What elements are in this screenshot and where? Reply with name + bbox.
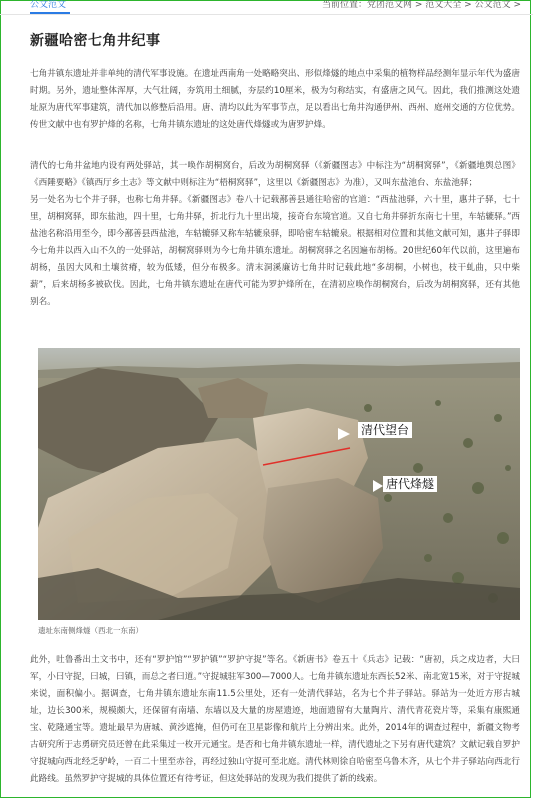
breadcrumb-prefix: 当前位置： [322, 0, 368, 10]
active-tab-underline [30, 12, 70, 14]
article-title: 新疆哈密七角井纪事 [30, 33, 161, 49]
top-bar [0, 0, 533, 15]
breadcrumb-separator: > [461, 0, 475, 10]
breadcrumb-separator: > [510, 0, 521, 10]
breadcrumb-separator: > [412, 0, 426, 10]
tab-gongwen[interactable]: 公文范文 [30, 0, 67, 10]
breadcrumb-link-fanwen[interactable]: 范文大全 [425, 0, 462, 10]
breadcrumb [322, 0, 521, 11]
label-tang-beacon: 唐代烽燧 [383, 476, 437, 492]
article-paragraph-3: 此外，吐鲁番出土文书中，还有“罗护馆”“罗护镇”“罗护守捉”等名。《新唐书》卷五十《兵志》记载：“唐初，兵之戍边者，大曰军，小曰守捉，曰城，曰镇，而总之者曰道。”守捉城驻军300—7000人。七角井镇东遗址东西长52米、南北宽15米，对于守捉城来说，面积偏小。据调查，七角井镇东遗址东南11.5公里处，还有一处清代驿站，名为七个井子驿站。驿站为一处近方形古城址，边长300米，规模颇大，还保留有南墙、东墙以及大量的房屋遗迹，地面遗留有大量陶片、清代青花瓷片等，采集有康熙通宝、乾隆通宝等。遗址最早为唐城、黄沙遮掩，但仍可在卫星影像和航片上分辨出来。此外，2014年的调查过程中，新疆文物考古研究所于志勇研究员还曾在此采集过一枚开元通宝。是否和七角井镇东遗址一样，清代遗址之下另有唐代建筑？文献记载自罗护守捉城向西北经乏驴岭，一百二十里至赤谷，再经过独山守捉可至北庭。清代林则徐自哈密至乌鲁木齐，从七个井子驿站向西北行此路线。虽然罗护守捉城的具体位置还有待考证，但这处驿站的发现为我们提供了新的线索。 [30, 655, 520, 784]
breadcrumb-link-home[interactable]: 党团范文网 [367, 0, 413, 10]
label-qing-watchtower: 清代望台 [358, 422, 412, 438]
article-paragraph-1: 七角井镇东遗址并非单纯的清代军事设施。在遗址西南角一处略略突出、形似烽燧的地点中采集的植物样品经测年显示年代为盛唐时期。另外，遗址整体浑厚，大气壮阔，夯筑用土细腻，夯层约10厘米，极为匀称结实，有盛唐之风气。因此，我们推测这处遗址原为唐代军事建筑，清代加以修整后沿用。唐、清均以此为军事节点，足以看出七角井沟通伊州、西州、庭州交通的方位优势。传世文献中也有罗护烽的名称，七角井镇东遗址的这处唐代烽燧或为唐罗护烽。 [30, 69, 520, 130]
article-paragraph-2: 清代的七角井盆地内设有两处驿站，其一唤作胡桐窝台，后改为胡桐窝驿（《新疆图志》中标注为“胡桐窝驿”，《新疆地舆总图》《西陲要略》《镇西厅乡土志》等文献中则标注为“梧桐窝驿”，这里以《新疆图志》为准），又叫东盐池台、东盐池驿； 另一处名为七个井子驿，也称七角井驿。《新疆图志》卷八十记载鄯善县通往哈密的官道：“西盐池驿，六十里，惠井子驿，七十里，胡桐窝驿，即东盐池，四十里，七角井驿，折北行九十里出境，接奇台东境官道。又自七角井驿折东南七十里，车轱辘驿。”西盐池名称沿用至今，即今鄯善县西盐池，车轱辘驿又称车轱辘泉驿，即哈密车轱辘泉。根据相对位置和其他文献可知，惠井子驿即今七角井以西入山不久的一处驿站，胡桐窝驿则为今七角井镇东遗址。胡桐窝驿之名因遍布胡杨。20世纪60年代以前，这里遍布胡杨，虽因大风和土壤贫瘠，较为低矮，但分布极多。清末洞溪廉访七角井时记载此地“多胡桐，小树也，枝干虬曲，只中柴薪”，后来胡杨多被砍伐。因此，七角井镇东遗址在唐代可能为罗护烽所在，在清初应唤作胡桐窝台，后改为胡桐窝驿，还有其他别名。 [30, 161, 520, 307]
breadcrumb-link-gongwen[interactable]: 公文范文 [474, 0, 511, 10]
photo-caption: 遗址东南侧烽燧（西北一东南） [38, 626, 143, 635]
ruins-photo-illustration [38, 348, 520, 620]
article-photo [38, 348, 520, 620]
